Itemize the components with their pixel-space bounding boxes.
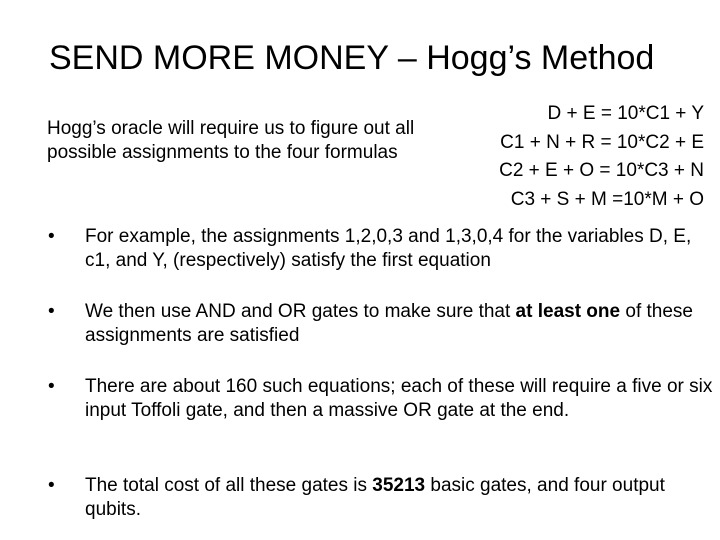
bullet-text-bold: at least one <box>515 301 621 322</box>
equation-2: C1 + N + R = 10*C2 + E <box>500 131 704 153</box>
bullet-text-bold: 35213 <box>372 475 426 496</box>
slide-title: SEND MORE MONEY – Hogg’s Method <box>49 39 655 77</box>
bullet-text: For example, the assignments 1,2,0,3 and 1,3,0,4 for the variables D, E, c1, and Y, (respectively) satisfy the first equation <box>85 226 692 271</box>
equations-block <box>499 100 704 214</box>
bullet-text <box>85 300 713 348</box>
bullet-mark: • <box>48 226 55 247</box>
bullet-equation-count <box>48 375 713 423</box>
intro-text: Hogg’s oracle will require us to figure out all possible assignments to the four formulas <box>47 118 415 163</box>
bullet-text-pre: The total cost of all these gates is <box>85 475 373 496</box>
bullet-text-pre: We then use AND and OR gates to make sure that <box>85 301 516 322</box>
bullet-text-post: of these assignments are satisfied <box>85 301 693 346</box>
bullet-mark: • <box>48 301 55 322</box>
bullet-text-post: basic gates, and four output qubits. <box>85 475 665 520</box>
bullet-example <box>48 225 713 273</box>
equation-1: D + E = 10*C1 + Y <box>547 103 704 124</box>
bullet-and-or-gates <box>48 300 713 348</box>
bullet-total-cost <box>48 474 713 522</box>
equation-3: C2 + E + O = 10*C3 + N <box>499 160 704 181</box>
equation-4: C3 + S + M =10*M + O <box>510 188 704 210</box>
bullet-mark: • <box>48 376 55 397</box>
bullet-mark: • <box>48 475 55 496</box>
bullet-text: There are about 160 such equations; each of these will require a five or six input Toffoli gate, and then a massive OR gate at the end. <box>85 376 713 421</box>
bullet-text <box>85 474 713 522</box>
